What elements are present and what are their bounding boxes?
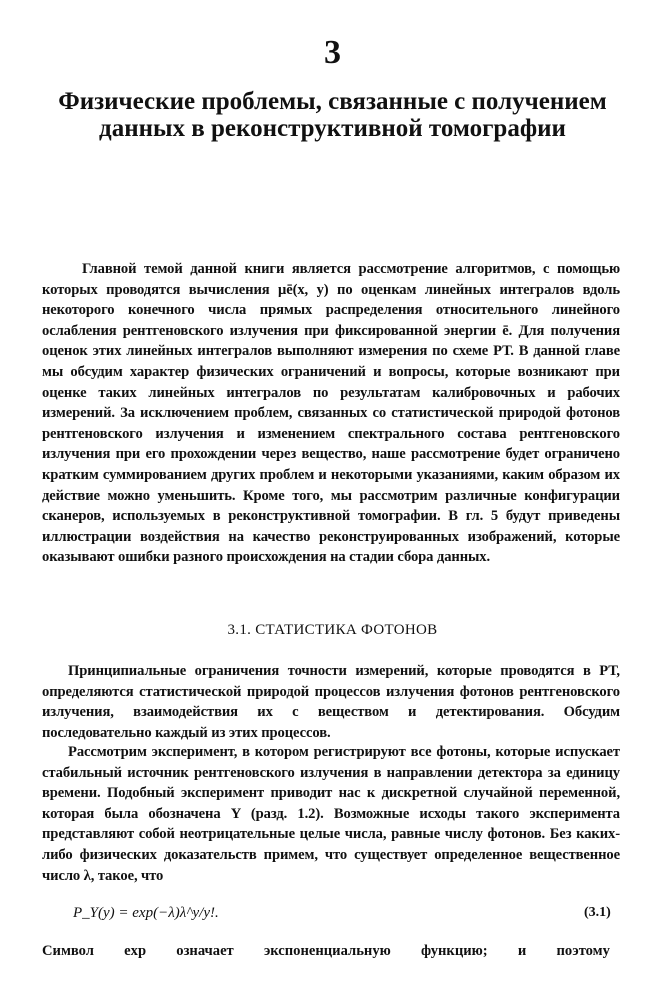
section-paragraph-1: Принципиальные ограничения точности измерений, которые проводятся в РТ, определяются статистической природой процессов излучения фотонов рентгеновского излучения, взаимодействия их с веществом и детектирования. Обсудим последовательно каждый из этих процессов.	[42, 663, 620, 741]
formula-number: (3.1)	[584, 905, 611, 920]
chapter-title-line-2: данных в реконструктивной томографии	[99, 115, 566, 142]
last-line-word: и	[517, 943, 527, 959]
section-paragraph-2: Рассмотрим эксперимент, в котором регистрируют все фотоны, которые испускает стабильный источник рентгеновского излучения в направлении детектора за единицу времени. Подобный эксперимент приводит нас к дискретной случайной переменной, которая была обозначена Y (разд. 1.2). Возможные исходы такого эксперимента представляют собой неотрицательные целые числа, равные числу фотонов. Без каких-либо физических доказательств примем, что существует определенное вещественное число λ, такое, что	[42, 744, 620, 884]
last-line-word: поэтому	[556, 943, 610, 959]
chapter-title-line-1: Физические проблемы, связанные с получением	[58, 88, 607, 115]
formula: P_Y(y) = exp(−λ)λ^y/y!.	[73, 905, 219, 921]
last-line-word: Символ	[42, 943, 94, 959]
intro-paragraph: Главной темой данной книги является рассмотрение алгоритмов, с помощью которых проводятся вычисления μē(x, y) по оценкам линейных интегралов вдоль некоторого конечного числа прямых распределения относительного линейного ослабления рентгеновского излучения при фиксированной энергии ē. Для получения оценок этих линейных интегралов выполняют измерения по схеме РТ. В данной главе мы обсудим характер физических ограничений и вопросы, которые возникают при оценке таких линейных интегралов по результатам калибровочных и рабочих измерений. За исключением проблем, связанных со статистической природой фотонов рентгеновского излучения и изменением спектрального состава рентгеновского излучения при его прохождении через вещество, наше рассмотрение будет ограничено кратким суммированием других проблем и некоторыми указаниями, каким образом их действие можно уменьшить. Кроме того, мы рассмотрим различные конфигурации сканеров, используемых в реконструктивной томографии. В гл. 5 будут приведены иллюстрации воздействия на качество реконструированных изображений, которые оказывают ошибки разного происхождения на стадии сбора данных.	[42, 261, 620, 566]
last-line-word: означает	[176, 943, 234, 959]
last-line-word: экспоненциальную	[263, 943, 391, 959]
last-line-word: exp	[124, 943, 147, 959]
last-line-word: функцию;	[420, 943, 488, 959]
last-line	[42, 941, 610, 961]
chapter-title	[40, 88, 625, 142]
chapter-number: 3	[324, 34, 341, 71]
section-heading: 3.1. СТАТИСТИКА ФОТОНОВ	[227, 622, 438, 638]
